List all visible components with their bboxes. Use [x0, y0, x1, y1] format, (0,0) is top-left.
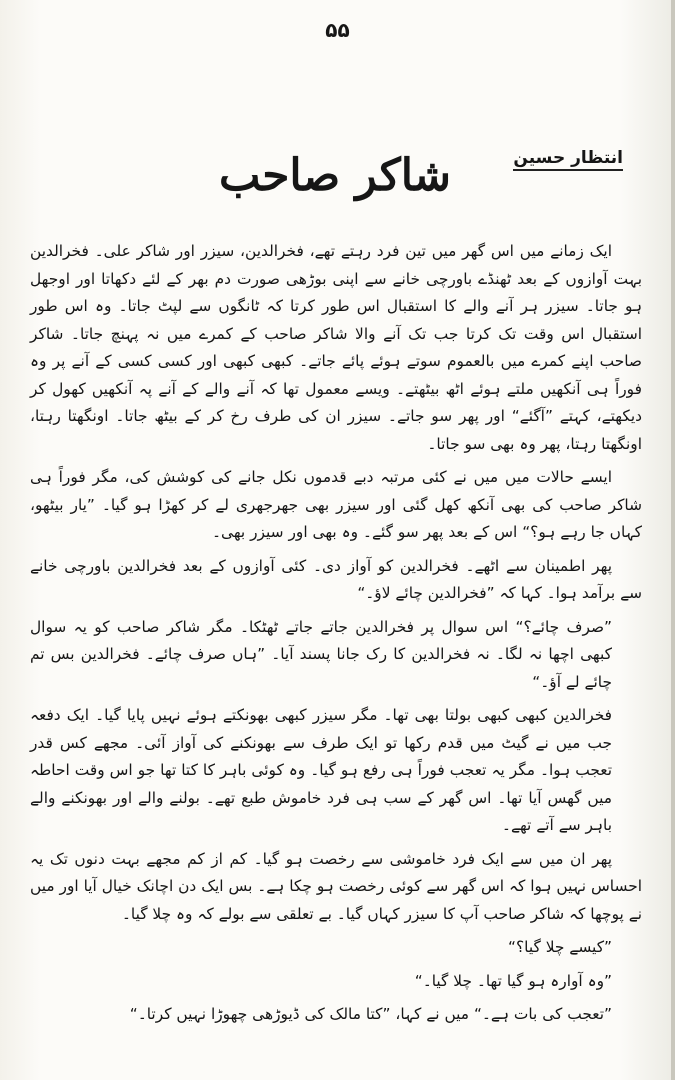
page-edge [671, 0, 675, 1080]
paragraph: پھر اطمینان سے اٹھے۔ فخرالدین کو آواز دی۔ کئی آوازوں کے بعد فخرالدین باورچی خانے سے برآمد ہوا۔ کہا کہ ”فخرالدین چائے لاؤ۔“ [30, 556, 642, 602]
paragraph: فخرالدین کبھی کبھی بولتا بھی تھا۔ مگر سیزر کبھی بھونکتے ہوئے نہیں پایا گیا۔ ایک دفعہ جب میں نے گیٹ میں قدم رکھا تو ایک طرف سے بھونکنے کی آواز آئی۔ مجھے کس قدر تعجب ہوا۔ مگر یہ تعجب فوراً ہی رفع ہو گیا۔ وہ کوئی باہر کا کتا تھا جو اس وقت احاطہ میں گھس آیا تھا۔ اس گھر کے سب ہی فرد خاموش طبع تھے۔ بولنے والے اور بھونکنے والے باہر سے آتے تھے۔ [30, 706, 612, 834]
paragraph: ”صرف چائے؟“ اس سوال پر فخرالدین جاتے جاتے ٹھٹکا۔ مگر شاکر صاحب کو یہ سوال کبھی اچھا نہ لگا۔ نہ فخرالدین کا رک جانا پسند آیا۔ ”ہاں صرف چائے۔ فخرالدین بس تم چائے لے آؤ۔“ [30, 617, 612, 691]
story-title: شاکر صاحب [219, 150, 451, 201]
page-number: ۵۵ [325, 18, 350, 42]
story-body [30, 238, 642, 1035]
dialogue-line: ”کیسے چلا گیا؟“ [508, 938, 612, 956]
paragraph: ایسے حالات میں میں نے کئی مرتبہ دبے قدموں نکل جانے کی کوشش کی، مگر فوراً ہی شاکر صاحب کی بھی آنکھ کھل گئی اور سیزر بھی جھرجھری لے کر کھڑا ہو گیا۔ ”یار بیٹھو، کہاں جا رہے ہو؟“ اس کے بعد پھر سو گئے۔ وہ بھی اور سیزر بھی۔ [30, 468, 642, 541]
paragraph: پھر ان میں سے ایک فرد خاموشی سے رخصت ہو گیا۔ کم از کم مجھے بہت دنوں تک یہ احساس نہیں ہوا کہ اس گھر سے کوئی رخصت ہو چکا ہے۔ بس ایک دن اچانک خیال آیا اور میں نے پوچھا کہ شاکر صاحب آپ کا سیزر کہاں گیا۔ بے تعلقی سے بولے کہ وہ چلا گیا۔ [30, 849, 642, 923]
dialogue-line: ”وہ آوارہ ہو گیا تھا۔ چلا گیا۔“ [414, 971, 612, 990]
dialogue-line: ”تعجب کی بات ہے۔“ میں نے کہا، ”کتا مالک کی ڈیوڑھی چھوڑا نہیں کرتا۔“ [129, 1005, 612, 1023]
author-name: انتظار حسین [513, 148, 623, 171]
paragraph: ایک زمانے میں اس گھر میں تین فرد رہتے تھے، فخرالدین، سیزر اور شاکر علی۔ فخرالدین بہت آوازوں کے بعد ٹھنڈے باورچی خانے سے اپنی بوڑھی صورت دم بھر کے لئے دکھاتا اور اوجھل ہو جاتا۔ سیزر ہر آنے والے کا استقبال اس طور کرتا کہ ٹانگوں سے لپٹ جاتا۔ وہ اس طور استقبال اس وقت تک کرتا جب تک آنے والا شاکر صاحب کے کمرے میں نہ پہنچ جاتا۔ شاکر صاحب اپنے کمرے میں بالعموم سوتے ہوئے پائے جاتے۔ کبھی کبھی اور کسی کسی کے آنے پر وہ فوراً ہی آنکھیں ملتے ہوئے اٹھ بیٹھتے۔ ویسے معمول تھا کہ آنے والے کے آنے پہ آنکھیں کھول کر دیکھتے، کہتے ”آگئے“ اور پھر سو جاتے۔ سیزر ان کی طرف رخ کر کے بیٹھ جاتا۔ اونگھتا رہتا، اونگھتا رہتا، پھر وہ بھی سو جاتا۔ [30, 242, 642, 453]
